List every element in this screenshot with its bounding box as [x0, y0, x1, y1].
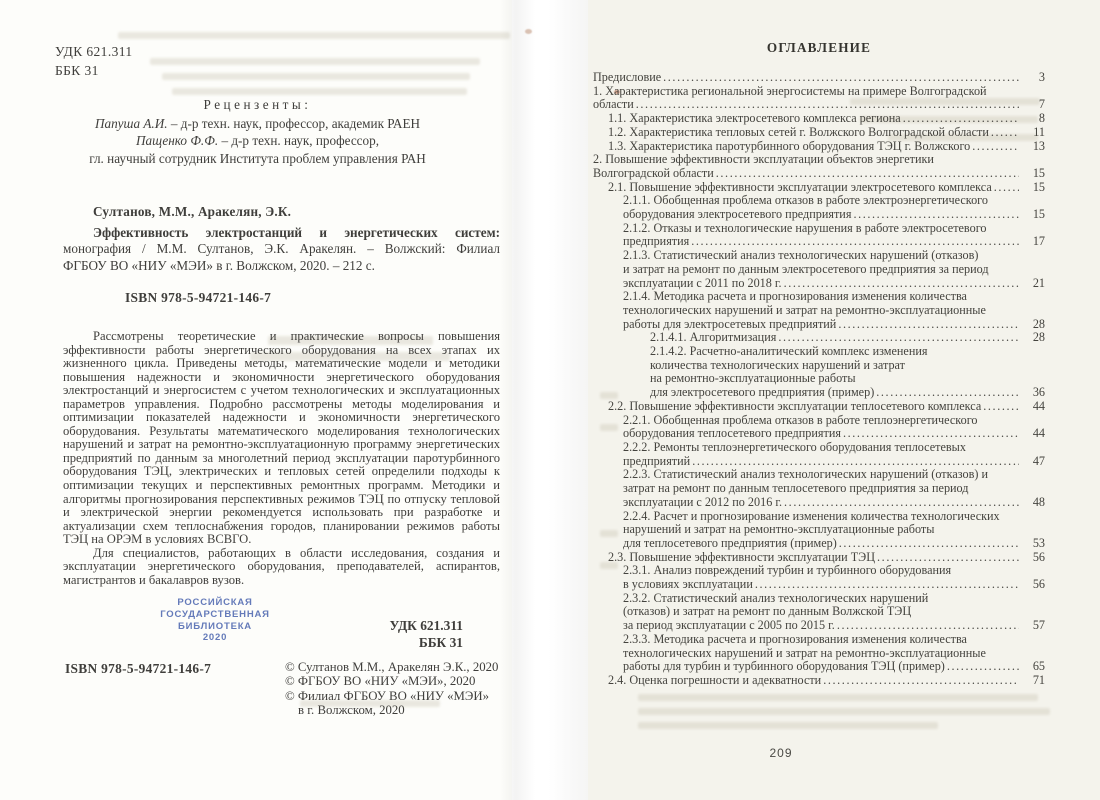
toc-line	[608, 400, 1045, 414]
stamp-line: ГОСУДАРСТВЕННАЯ	[160, 608, 270, 620]
dot-leader	[843, 427, 1019, 441]
toc-line	[593, 98, 1045, 112]
dot-leader	[778, 331, 1019, 345]
toc-line: количества технологических нарушений и затрат	[650, 358, 905, 372]
toc-page-ref: 15	[1032, 208, 1045, 222]
toc-line: технологических нарушений и затрат на ремонтно-эксплуатационные	[623, 303, 986, 317]
toc-line: 2.1.2. Отказы и технологические нарушения в работе электросетевого	[623, 221, 987, 235]
toc-page-ref: 44	[1032, 399, 1045, 413]
dot-leader	[839, 537, 1019, 551]
toc-line: 2.1.3. Статистический анализ технологических нарушений (отказов)	[623, 249, 979, 263]
toc-entry-text: работы для электросетевых предприятий	[623, 317, 837, 331]
toc-entry	[593, 510, 1045, 551]
toc-page-ref: 57	[1032, 619, 1045, 633]
toc-line: 1. Характеристика региональной энергосистемы на примере Волгоградской	[593, 84, 987, 98]
toc-line	[623, 578, 1045, 592]
udc-code: УДК 621.311	[55, 44, 133, 59]
toc-entry-text: оборудования электросетевого предприятия	[623, 208, 852, 222]
page-gutter	[500, 0, 588, 800]
toc-entry-text: работы для турбин и турбинного оборудования ТЭЦ (пример)	[623, 660, 945, 674]
table-of-contents	[593, 71, 1045, 688]
toc-entry	[593, 140, 1045, 154]
toc-entry-text: 1.2. Характеристика тепловых сетей г. Волжского Волгоградской области	[608, 125, 989, 139]
toc-entry	[593, 181, 1045, 195]
toc-entry	[593, 331, 1045, 345]
classification-codes-bottom	[330, 617, 463, 651]
toc-entry-text: Предисловие	[593, 71, 662, 84]
toc-line: нарушений и затрат на ремонтно-эксплуатационные работы	[623, 523, 935, 537]
toc-page-ref: 11	[1033, 125, 1045, 139]
toc-line	[593, 167, 1045, 181]
toc-page-ref: 28	[1032, 317, 1045, 331]
dot-leader	[784, 277, 1019, 291]
bbk-code: ББК 31	[55, 63, 99, 78]
isbn: ISBN 978-5-94721-146-7	[65, 661, 212, 676]
toc-entry	[593, 85, 1045, 112]
toc-line: 2.1.4.2. Расчетно-аналитический комплекс изменения	[650, 345, 928, 359]
toc-entry-text: 2.1.4.1. Алгоритмизация	[650, 331, 777, 345]
toc-page-ref: 28	[1032, 331, 1045, 345]
toc-line: 2.1.1. Обобщенная проблема отказов в работе электроэнергетического	[623, 194, 988, 208]
dot-leader	[994, 181, 1019, 195]
toc-page-ref: 56	[1032, 578, 1045, 592]
toc-line	[623, 235, 1045, 249]
toc-line	[608, 140, 1045, 154]
toc-line: 2.2.2. Ремонты теплоэнергетического оборудования теплосетевых	[623, 440, 966, 454]
stamp-line: БИБЛИОТЕКА	[178, 620, 252, 632]
toc-line: на ремонтно-эксплуатационные работы	[650, 372, 856, 386]
bleed-through-line	[172, 88, 467, 95]
stamp-line: 2020	[202, 632, 228, 644]
toc-entry-text: предприятий	[623, 454, 691, 468]
annotation-paragraph: Для специалистов, работающих в области исследования, создания и эксплуатации энергетического оборудования, преподавателей, аспирантов, магистрантов и бакалавров вузов.	[63, 545, 500, 587]
toc-line	[623, 496, 1045, 510]
dot-leader	[903, 112, 1019, 126]
imprint-line: монография / М.М. Султанов, Э.К. Аракелян. – Волжский: Филиал	[63, 241, 500, 256]
toc-page-ref: 3	[1038, 71, 1045, 84]
right-page	[588, 0, 1100, 800]
toc-entry	[593, 126, 1045, 140]
toc-line: (отказов) и затрат на ремонт по данным Волжской ТЭЦ	[623, 605, 912, 619]
dot-leader	[853, 208, 1019, 222]
toc-page-ref: 15	[1032, 180, 1045, 194]
dot-leader	[823, 674, 1019, 688]
toc-page-ref: 53	[1032, 536, 1045, 550]
toc-entry-text: оборудования теплосетевого предприятия	[623, 427, 841, 441]
bibliographic-record	[63, 204, 500, 274]
toc-line	[608, 126, 1045, 140]
toc-entry	[593, 71, 1045, 85]
toc-entry	[593, 222, 1045, 249]
left-page	[0, 0, 512, 800]
toc-line	[623, 318, 1045, 332]
toc-line	[608, 181, 1045, 195]
toc-entry	[593, 153, 1045, 180]
toc-page-ref: 7	[1038, 98, 1045, 112]
dot-leader	[972, 140, 1019, 154]
toc-page-ref: 13	[1032, 139, 1045, 153]
toc-page-ref: 44	[1032, 427, 1045, 441]
annotation	[63, 330, 500, 587]
toc-entry-text: предприятия	[623, 235, 690, 249]
toc-entry-text: Волгоградской области	[593, 166, 714, 180]
copyright-line: © Султанов М.М., Аракелян Э.К., 2020	[285, 660, 499, 674]
toc-entry	[593, 414, 1045, 441]
toc-entry	[593, 633, 1045, 674]
dot-leader	[876, 386, 1019, 400]
toc-page-ref: 15	[1032, 166, 1045, 180]
toc-line	[623, 619, 1045, 633]
toc-line	[608, 674, 1045, 688]
dot-leader	[636, 98, 1019, 112]
toc-line: 2.2.4. Расчет и прогнозирование изменения количества технологических	[623, 509, 1000, 523]
dot-leader	[837, 619, 1019, 633]
reviewers-heading: Рецензенты:	[203, 97, 312, 112]
toc-entry-text: области	[593, 98, 634, 112]
bleed-through-line	[118, 32, 510, 39]
page-number: 209	[769, 746, 793, 760]
toc-entry	[593, 345, 1045, 400]
toc-page-ref: 56	[1032, 550, 1045, 564]
toc-entry	[593, 564, 1045, 591]
toc-entry-text: для электросетевого предприятия (пример)	[650, 386, 875, 400]
toc-line: 2.1.4. Методика расчета и прогнозирования изменения количества	[623, 290, 967, 304]
toc-entry-text: 2.3. Повышение эффективности эксплуатации ТЭЦ	[608, 550, 876, 564]
toc-entry	[593, 112, 1045, 126]
annotation-paragraph: Рассмотрены теоретические и практические вопросы повышения эффективности работы энергетического оборудования на всех этапах их жизненного цикла. Приведены методы, математические модели и методики повышения надежности и экономичности энергетического оборудования электростанций и энергосистем с учетом технологических и эксплуатационных параметров управления. Подробно рассмотрены методы моделирования и оптимизации показателей надежности и экономичности энергетического оборудования. Результаты математического моделирования технологических нарушений и затрат на ремонтно-эксплуатационную программу энергетических предприятий по данным за многолетний период эксплуатации паротурбинного оборудования ТЭЦ, электрических и тепловых сетей определили подходы к оптимизации текущих и перспективных ремонтных программ. Методики и алгоритмы прогнозирования перспективных режимов ТЭЦ по отпуску тепловой и электрической энергии рекомендуется использовать при разработке и актуализации схем теплоснабжения городов, планировании режимов работы ТЭЦ на ОРЭМ в условиях ВСВГО.	[63, 329, 500, 547]
dot-leader	[947, 660, 1019, 674]
toc-page-ref: 65	[1032, 660, 1045, 674]
toc-entry-text: 1.3. Характеристика паротурбинного оборудования ТЭЦ г. Волжского	[608, 139, 971, 153]
dot-leader	[716, 167, 1019, 181]
toc-page-ref: 36	[1032, 386, 1045, 400]
reviewer-line: Пащенко Ф.Ф. – д-р техн. наук, профессор,	[135, 133, 380, 149]
dot-leader	[784, 496, 1019, 510]
dot-leader	[663, 71, 1019, 85]
toc-heading: ОГЛАВЛЕНИЕ	[766, 40, 872, 55]
toc-entry-text: эксплуатации с 2011 по 2018 г.	[623, 276, 782, 290]
bleed-through-line	[638, 708, 1050, 715]
toc-entry	[593, 290, 1045, 331]
toc-line: затрат на ремонт по данным теплосетевого предприятия за период	[623, 482, 969, 496]
toc-entry	[593, 249, 1045, 290]
authors-line: Султанов, М.М., Аракелян, Э.К.	[93, 204, 292, 219]
toc-line	[623, 537, 1045, 551]
toc-page-ref: 17	[1032, 235, 1045, 249]
dot-leader	[691, 235, 1019, 249]
reviewer-line: гл. научный сотрудник Института проблем управления РАН	[89, 150, 426, 166]
bleed-through-line	[162, 73, 470, 80]
bleed-through-line	[638, 694, 1038, 701]
toc-entry	[593, 592, 1045, 633]
toc-entry	[593, 400, 1045, 414]
toc-line: 2.3.2. Статистический анализ технологических нарушений	[623, 591, 929, 605]
dot-leader	[877, 551, 1019, 565]
toc-line: 2.3.1. Анализ повреждений турбин и турбинного оборудования	[623, 564, 952, 578]
book-title: Эффективность электростанций и энергетических систем:	[93, 224, 500, 240]
toc-entry	[593, 441, 1045, 468]
toc-entry	[593, 551, 1045, 565]
toc-page-ref: 71	[1032, 673, 1045, 687]
toc-line: технологических нарушений и затрат на ремонтно-эксплуатационные	[623, 646, 986, 660]
toc-line	[623, 455, 1045, 469]
udc-code: УДК 621.311	[389, 618, 463, 633]
library-stamp	[115, 597, 315, 644]
toc-entry-text: для теплосетевого предприятия (пример)	[623, 536, 837, 550]
toc-line: 2.2.3. Статистический анализ технологических нарушений (отказов) и	[623, 468, 988, 482]
classification-codes	[55, 42, 133, 80]
toc-line: 2.3.3. Методика расчета и прогнозирования изменения количества	[623, 632, 967, 646]
toc-line: 2.2.1. Обобщенная проблема отказов в работе теплоэнергетического	[623, 413, 978, 427]
toc-entry	[593, 468, 1045, 509]
bleed-through-line	[638, 722, 938, 729]
toc-entry-text: в условиях эксплуатации	[623, 578, 753, 592]
toc-entry-text: 1.1. Характеристика электросетевого комплекса региона	[608, 112, 901, 126]
toc-entry-text: 2.4. Оценка погрешности и адекватности	[608, 673, 822, 687]
toc-entry	[593, 674, 1045, 688]
reviewer-line: Папуша А.И. – д-р техн. наук, профессор, академик РАЕН	[94, 116, 421, 132]
toc-line	[650, 386, 1045, 400]
toc-line	[650, 331, 1045, 345]
bleed-through-line	[150, 58, 480, 65]
toc-page-ref: 48	[1032, 495, 1045, 509]
imprint-line: ФГБОУ ВО «НИУ «МЭИ» в г. Волжском, 2020. – 212 с.	[63, 257, 375, 273]
copyright-line: © ФГБОУ ВО «НИУ «МЭИ», 2020	[285, 674, 476, 689]
toc-line	[623, 277, 1045, 291]
copyright-line: в г. Волжском, 2020	[298, 702, 405, 717]
toc-line: и затрат на ремонт по данным электросетевого предприятия за период	[623, 262, 989, 276]
toc-line	[623, 660, 1045, 674]
dot-leader	[755, 578, 1019, 592]
copyright-block	[285, 660, 505, 717]
toc-line: 2. Повышение эффективности эксплуатации объектов энергетики	[593, 153, 934, 167]
toc-line	[608, 551, 1045, 565]
stamp-line: РОССИЙСКАЯ	[177, 597, 253, 608]
copyright-line: © Филиал ФГБОУ ВО «НИУ «МЭИ»	[285, 688, 490, 703]
toc-entry-text: за период эксплуатации с 2005 по 2015 г.	[623, 619, 835, 633]
toc-page-ref: 21	[1032, 276, 1045, 290]
dot-leader	[692, 455, 1019, 469]
toc-page-ref: 47	[1032, 454, 1045, 468]
scan-speck	[525, 29, 532, 34]
dot-leader	[991, 126, 1019, 140]
reviewers-block	[25, 96, 490, 167]
toc-line	[623, 427, 1045, 441]
toc-page-ref: 8	[1038, 112, 1045, 126]
toc-entry-text: 2.1. Повышение эффективности эксплуатации электросетевого комплекса	[608, 180, 992, 194]
toc-line	[593, 71, 1045, 85]
toc-entry	[593, 194, 1045, 221]
isbn: ISBN 978-5-94721-146-7	[125, 290, 272, 305]
dot-leader	[983, 400, 1019, 414]
toc-entry-text: 2.2. Повышение эффективности эксплуатации теплосетевого комплекса	[608, 399, 982, 413]
dot-leader	[838, 318, 1019, 332]
toc-line	[623, 208, 1045, 222]
bbk-code: ББК 31	[418, 635, 463, 650]
toc-entry-text: эксплуатации с 2012 по 2016 г.	[623, 495, 783, 509]
toc-line	[608, 112, 1045, 126]
